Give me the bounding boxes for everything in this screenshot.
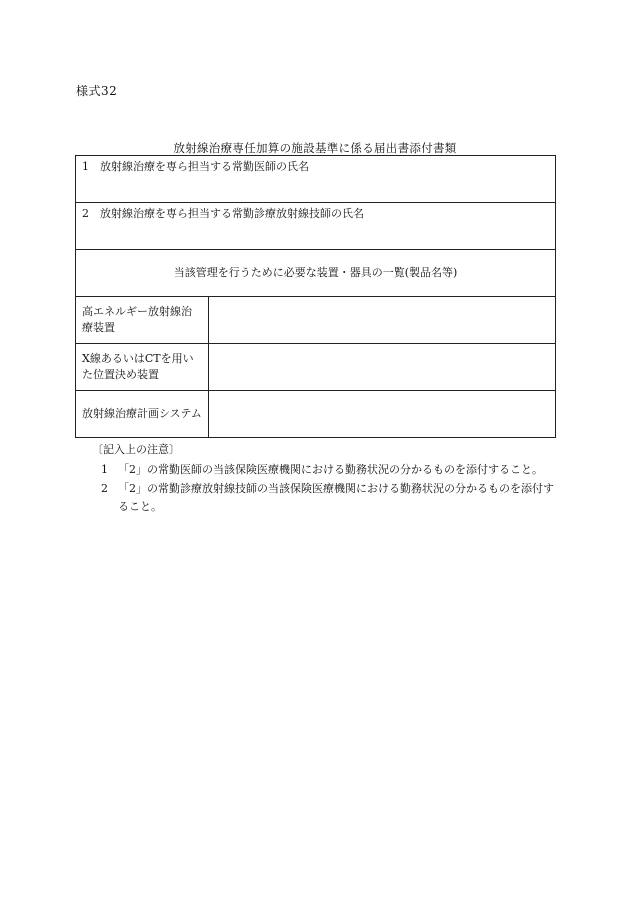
note-number: 1 <box>101 463 108 476</box>
row-number: 1 <box>82 160 89 173</box>
note-item <box>84 461 559 479</box>
doctor-name-row <box>76 156 556 203</box>
note-text: 「2」の常勤医師の当該保険医療機関における勤務状況の分かるものを添付すること。 <box>118 463 543 476</box>
notes-section <box>84 441 559 517</box>
note-text: 「2」の常勤診療放射線技師の当該保険医療機関における勤務状況の分かるものを添付すること。 <box>118 482 554 513</box>
equipment-row <box>76 391 556 438</box>
note-item <box>84 480 559 516</box>
doctor-name-field[interactable] <box>76 156 556 203</box>
equipment-heading: 当該管理を行うために必要な装置・器具の一覧(製品名等) <box>76 250 556 297</box>
note-number: 2 <box>101 482 108 495</box>
equipment-label: 放射線治療計画システム <box>76 391 209 438</box>
notes-heading: 〔記入上の注意〕 <box>92 443 180 456</box>
equipment-heading-row <box>76 250 556 297</box>
equipment-row <box>76 297 556 344</box>
equipment-value-field[interactable] <box>209 391 556 438</box>
technologist-name-field[interactable] <box>76 203 556 250</box>
form-id-label: 様式32 <box>76 84 118 98</box>
equipment-value-field[interactable] <box>209 344 556 391</box>
row-number: 2 <box>82 207 89 220</box>
application-form-table <box>75 155 556 438</box>
technologist-name-row <box>76 203 556 250</box>
equipment-label: 高エネルギー放射線治療装置 <box>76 297 209 344</box>
equipment-value-field[interactable] <box>209 297 556 344</box>
doctor-name-label: 放射線治療を専ら担当する常勤医師の氏名 <box>100 160 309 173</box>
equipment-label: X線あるいはCTを用いた位置決め装置 <box>76 344 209 391</box>
document-title: 放射線治療専任加算の施設基準に係る届出書添付書類 <box>173 141 457 155</box>
equipment-row <box>76 344 556 391</box>
technologist-name-label: 放射線治療を専ら担当する常勤診療放射線技師の氏名 <box>100 207 364 220</box>
